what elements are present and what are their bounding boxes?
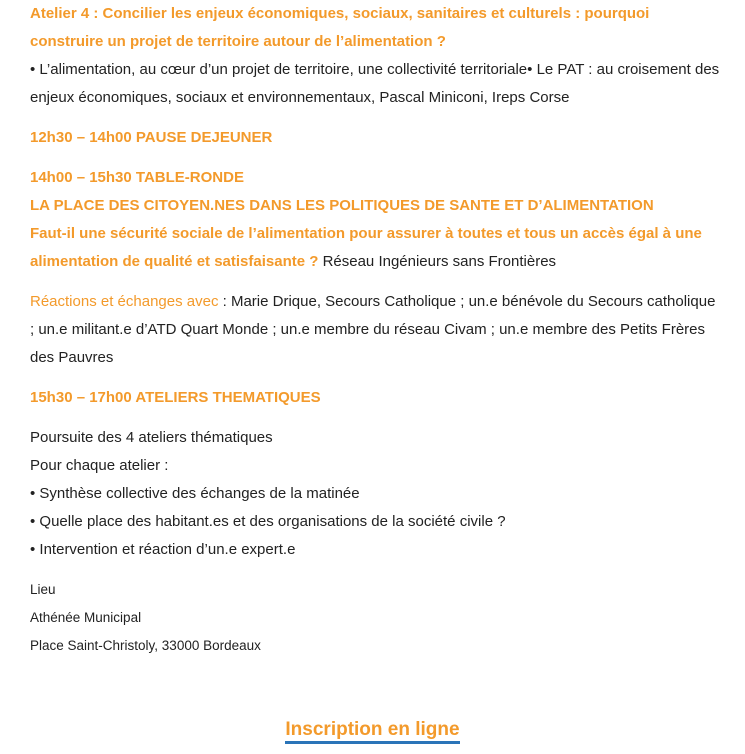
table-ronde-time: 14h00 – 15h30 TABLE-RONDE: [30, 169, 244, 186]
ateliers-line: Pour chaque atelier :: [30, 457, 169, 474]
table-ronde-title: LA PLACE DES CITOYEN.NES DANS LES POLITIQUES DE SANTE ET D’ALIMENTATION: [30, 197, 654, 214]
ateliers-header-section: [30, 384, 720, 412]
atelier-4-section: [30, 0, 720, 112]
reactions-paragraph: [30, 288, 720, 372]
table-ronde-speaker: Réseau Ingénieurs sans Frontières: [318, 253, 557, 270]
ateliers-line: • Quelle place des habitant.es et des organisations de la société civile ?: [30, 513, 506, 530]
table-ronde-question: Faut-il une sécurité sociale de l’alimentation pour assurer à toutes et tous un accès égal à une alimentation de qualité et satisfaisante ?: [30, 225, 702, 270]
registration-link[interactable]: Inscription en ligne: [285, 719, 459, 744]
table-ronde-section: [30, 164, 720, 276]
atelier-4-title: Atelier 4 : Concilier les enjeux économiques, sociaux, sanitaires et culturels : pourquoi construire un projet de territoire autour de l’alimentation ?: [30, 5, 650, 50]
program-content: [30, 0, 720, 660]
lieu-address: Place Saint-Christoly, 33000 Bordeaux: [30, 638, 261, 653]
table-ronde-question-paragraph: [30, 220, 720, 276]
ateliers-line: Poursuite des 4 ateliers thématiques: [30, 429, 273, 446]
registration-cta: [0, 719, 745, 741]
atelier-4-body: • L’alimentation, au cœur d’un projet de territoire, une collectivité territoriale• Le PAT : au croisement des enjeux économiques, sociaux et environnementaux, Pascal Miniconi, Ireps Corse: [30, 61, 720, 106]
ateliers-line: • Synthèse collective des échanges de la matinée: [30, 485, 360, 502]
lunch-section: [30, 124, 720, 152]
ateliers-time: 15h30 – 17h00 ATELIERS THEMATIQUES: [30, 389, 321, 406]
lunch-label: 12h30 – 14h00 PAUSE DEJEUNER: [30, 129, 273, 146]
reactions-text: : Marie Drique, Secours Catholique ; un.e bénévole du Secours catholique ; un.e militant.e d’ATD Quart Monde ; un.e membre du réseau Civam ; un.e membre des Petits Frères des Pauvres: [30, 293, 716, 366]
reactions-label: Réactions et échanges avec: [30, 293, 219, 310]
lieu-name: Athénée Municipal: [30, 610, 142, 625]
lieu-section: [30, 576, 720, 660]
ateliers-list: [30, 424, 720, 564]
reactions-section: [30, 288, 720, 372]
lieu-label: Lieu: [30, 582, 56, 597]
ateliers-line: • Intervention et réaction d’un.e expert.e: [30, 541, 296, 558]
